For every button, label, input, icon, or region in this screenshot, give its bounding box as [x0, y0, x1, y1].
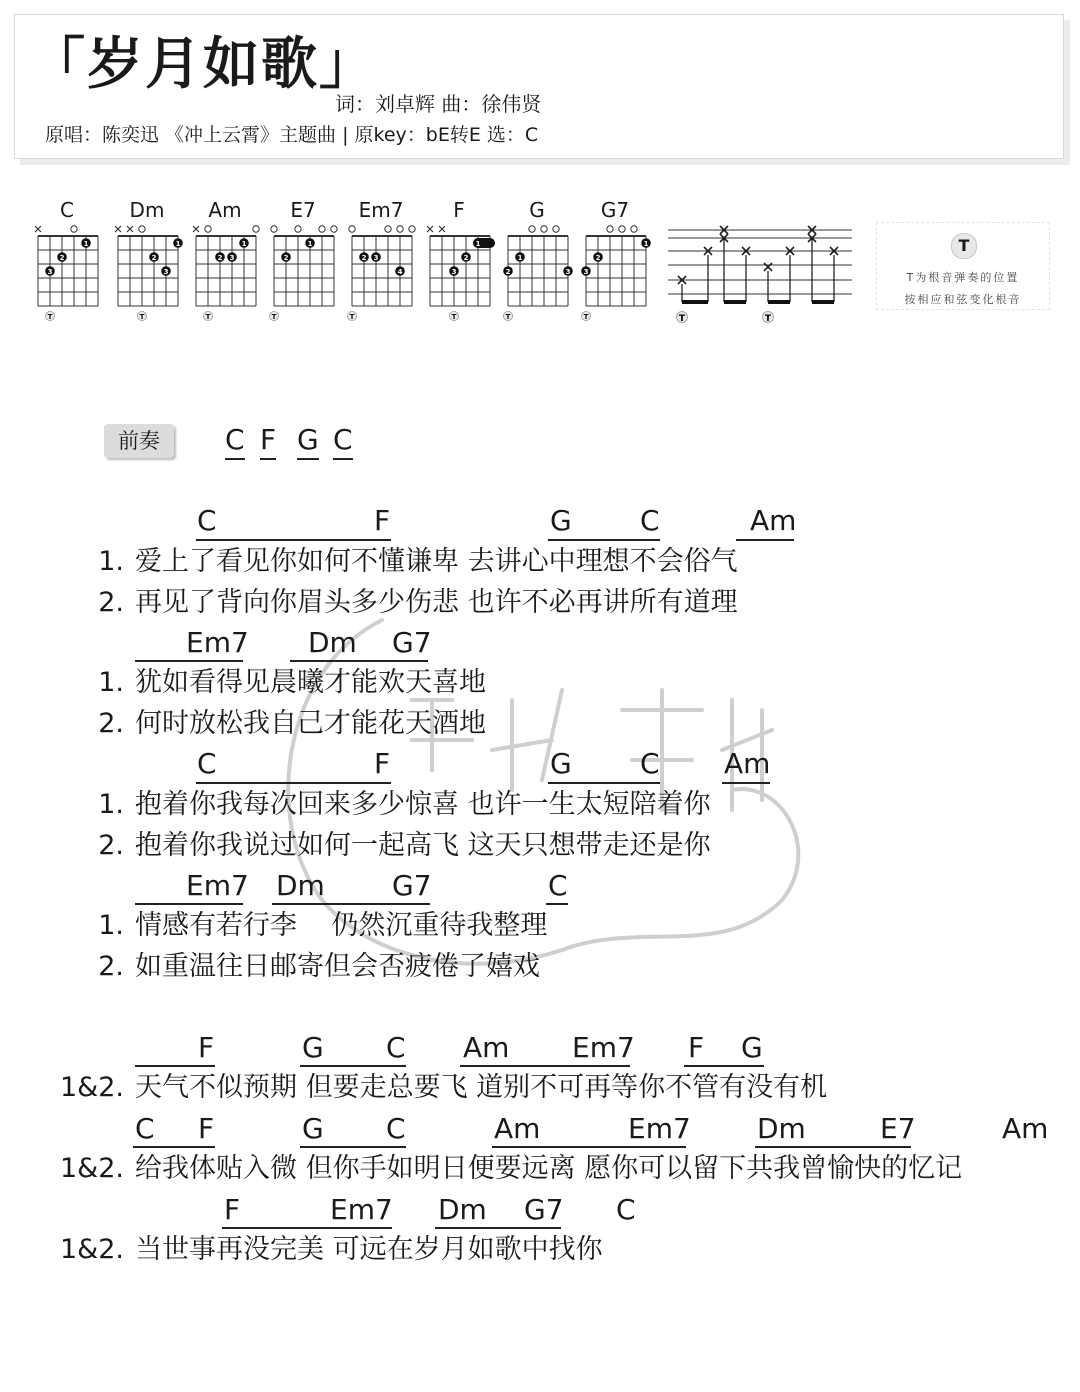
- open-string-mark: [409, 226, 415, 232]
- chord-underline: [722, 782, 770, 784]
- legend-line-2: 按相应和弦变化根音: [904, 293, 1022, 306]
- chord-label: C: [135, 1112, 155, 1145]
- strum-pattern-diagram: [666, 222, 856, 328]
- chord-label: Am: [494, 1112, 541, 1145]
- intro-chord: C: [333, 424, 353, 460]
- root-note-marker-label: T: [139, 313, 145, 321]
- chord-underline: [684, 1065, 764, 1067]
- open-string-mark: [385, 226, 391, 232]
- verse-number: 2.: [98, 587, 124, 618]
- chord-underline: [222, 1227, 392, 1229]
- open-string-mark: [319, 226, 325, 232]
- verse-number: 1.: [98, 667, 124, 698]
- verse-number: 1&2.: [60, 1153, 124, 1184]
- root-note-marker-label: T: [47, 313, 53, 321]
- finger-number: 3: [451, 268, 457, 276]
- chord-underline: [548, 539, 660, 541]
- verse-number: 2.: [98, 951, 124, 982]
- finger-number: 2: [595, 254, 601, 262]
- finger-number: 2: [59, 254, 65, 262]
- chord-fretboard: [32, 224, 104, 321]
- open-string-mark: [253, 226, 259, 232]
- finger-number: 2: [463, 254, 469, 262]
- chord-underline: [300, 1065, 406, 1067]
- chord-chart-g: [502, 198, 572, 321]
- open-string-mark: [553, 226, 559, 232]
- chord-label: G: [741, 1031, 763, 1064]
- chord-label: G7: [392, 869, 432, 902]
- chord-label: F: [224, 1193, 241, 1226]
- chord-fretboard: [268, 224, 340, 321]
- muted-string-mark: [427, 226, 433, 232]
- muted-string-mark: [115, 226, 121, 232]
- finger-number: 3: [229, 254, 235, 262]
- chord-label: G: [302, 1031, 324, 1064]
- chord-label: Dm: [438, 1193, 487, 1226]
- chord-chart-f: [424, 198, 494, 321]
- song-title: 「岁月如歌」: [29, 32, 377, 97]
- finger-number: 3: [373, 254, 379, 262]
- muted-string-mark: [35, 226, 41, 232]
- lyric-line: 抱着你我说过如何一起高飞 这天只想带走还是你: [135, 830, 711, 861]
- chord-fretboard: [346, 224, 418, 321]
- muted-string-mark: [439, 226, 445, 232]
- chord-fretboard: [502, 224, 574, 321]
- open-string-mark: [295, 226, 301, 232]
- verse-number: 1.: [98, 546, 124, 577]
- chord-label: Am: [463, 1031, 510, 1064]
- chord-label: E7: [880, 1112, 916, 1145]
- song-credits: 词：刘卓辉 曲：徐伟贤: [335, 92, 542, 116]
- open-string-mark: [397, 226, 403, 232]
- chord-label: Dm: [308, 626, 357, 659]
- chord-label: Em7: [572, 1031, 635, 1064]
- chord-chart-name: E7: [290, 198, 316, 222]
- intro-chord: C: [225, 424, 245, 460]
- muted-string-mark: [193, 226, 199, 232]
- chord-label: F: [198, 1031, 215, 1064]
- intro-chord: G: [297, 424, 319, 460]
- chord-label: Em7: [628, 1112, 691, 1145]
- finger-number: 1: [643, 240, 649, 248]
- chord-chart-e7: [268, 198, 338, 321]
- open-string-mark: [71, 226, 77, 232]
- chord-chart-c: [32, 198, 102, 321]
- open-string-mark: [619, 226, 625, 232]
- chord-label: Em7: [330, 1193, 393, 1226]
- verse-number: 2.: [98, 708, 124, 739]
- chord-fretboard: [190, 224, 262, 321]
- root-note-marker-label: T: [205, 313, 211, 321]
- chord-chart-name: C: [60, 198, 74, 222]
- chord-label: Em7: [186, 626, 249, 659]
- finger-number: 3: [583, 268, 589, 276]
- lyric-line: 抱着你我每次回来多少惊喜 也许一生太短陪着你: [135, 789, 711, 820]
- lyric-line: 给我体贴入微 但你手如明日便要远离 愿你可以留下共我曾愉快的忆记: [135, 1153, 963, 1184]
- chord-label: G: [302, 1112, 324, 1145]
- lyric-line: 何时放松我自己才能花天酒地: [135, 708, 486, 739]
- song-original-info: 原唱：陈奕迅 《冲上云霄》主题曲 | 原key：bE转E 选：C: [45, 124, 539, 146]
- chord-underline: [135, 903, 243, 905]
- finger-number: 4: [397, 268, 403, 276]
- open-string-mark: [331, 226, 337, 232]
- chord-underline: [300, 1146, 406, 1148]
- chord-fretboard: [424, 224, 496, 321]
- chord-label: F: [374, 504, 391, 537]
- chord-chart-name: Em7: [358, 198, 404, 222]
- chord-label: C: [616, 1193, 636, 1226]
- chord-chart-name: Dm: [129, 198, 165, 222]
- chord-chart-dm: [112, 198, 182, 321]
- open-string-mark: [541, 226, 547, 232]
- lyric-line: 犹如看得见晨曦才能欢天喜地: [135, 667, 486, 698]
- intro-label: 前奏: [104, 424, 174, 458]
- lyric-line: 如重温往日邮寄但会否疲倦了嬉戏: [135, 951, 540, 982]
- root-note-badge: T: [951, 233, 977, 259]
- chord-label: Am: [724, 747, 771, 780]
- finger-number: 3: [47, 268, 53, 276]
- verse-number: 1.: [98, 910, 124, 941]
- open-string-mark: [205, 226, 211, 232]
- chord-underline: [548, 782, 660, 784]
- finger-number: 1: [83, 240, 89, 248]
- finger-number: 1: [307, 240, 313, 248]
- chord-underline: [435, 1227, 561, 1229]
- chord-label: C: [386, 1031, 406, 1064]
- root-note-marker-label: T: [583, 313, 589, 321]
- chord-fretboard: [580, 224, 652, 321]
- lyric-line: 爱上了看见你如何不懂谦卑 去讲心中理想不会俗气: [135, 546, 738, 577]
- root-note-marker-label: T: [271, 313, 277, 321]
- chord-label: G7: [524, 1193, 564, 1226]
- chord-underline: [196, 539, 391, 541]
- chord-label: C: [386, 1112, 406, 1145]
- chord-label: F: [374, 747, 391, 780]
- open-string-mark: [529, 226, 535, 232]
- chord-label: F: [198, 1112, 215, 1145]
- chord-underline: [196, 782, 391, 784]
- chord-underline: [133, 1146, 215, 1148]
- chord-underline: [272, 903, 430, 905]
- chord-underline: [755, 1146, 911, 1148]
- open-string-mark: [271, 226, 277, 232]
- chord-label: G: [550, 747, 572, 780]
- open-string-mark: [631, 226, 637, 232]
- chord-label: C: [548, 869, 568, 902]
- muted-string-mark: [127, 226, 133, 232]
- lyric-line: 再见了背向你眉头多少伤悲 也许不必再讲所有道理: [135, 587, 738, 618]
- chord-underline: [546, 903, 568, 905]
- chord-label: Am: [1002, 1112, 1049, 1145]
- chord-label: C: [197, 747, 217, 780]
- finger-number: 2: [505, 268, 511, 276]
- verse-number: 1.: [98, 789, 124, 820]
- chord-underline: [135, 1065, 215, 1067]
- finger-number: 3: [163, 268, 169, 276]
- chord-underline: [460, 1065, 630, 1067]
- chord-label: C: [640, 747, 660, 780]
- chord-chart-g7: [580, 198, 650, 321]
- chord-label: Am: [750, 504, 797, 537]
- header-card: [14, 14, 1064, 159]
- finger-number: 1: [241, 240, 247, 248]
- chord-underline: [492, 1146, 686, 1148]
- svg-text:T: T: [678, 314, 686, 324]
- open-string-mark: [349, 226, 355, 232]
- chord-chart-name: G7: [600, 198, 630, 222]
- chord-underline: [135, 660, 243, 662]
- chord-chart-em7: [346, 198, 416, 321]
- lyric-line: 天气不似预期 但要走总要飞 道别不可再等你不管有没有机: [135, 1072, 828, 1103]
- root-note-marker-label: T: [451, 313, 457, 321]
- finger-number: 2: [217, 254, 223, 262]
- verse-number: 1&2.: [60, 1072, 124, 1103]
- verse-number: 1&2.: [60, 1234, 124, 1265]
- root-note-legend: [876, 222, 1050, 310]
- chord-chart-name: Am: [208, 198, 242, 222]
- intro-chord: F: [260, 424, 276, 460]
- chord-chart-name: F: [453, 198, 465, 222]
- finger-number: 2: [151, 254, 157, 262]
- chord-underline: [736, 539, 794, 541]
- lyric-line: 当世事再没完美 可远在岁月如歌中找你: [135, 1234, 603, 1265]
- chord-label: Em7: [186, 869, 249, 902]
- chord-label: Dm: [757, 1112, 806, 1145]
- chord-underline: [290, 660, 428, 662]
- chord-fretboard: [112, 224, 184, 321]
- open-string-mark: [607, 226, 613, 232]
- svg-text:T: T: [764, 314, 772, 324]
- chord-label: F: [688, 1031, 705, 1064]
- finger-number: 2: [361, 254, 367, 262]
- verse-number: 2.: [98, 830, 124, 861]
- chord-label: C: [197, 504, 217, 537]
- finger-number: 1: [475, 240, 481, 248]
- finger-number: 1: [175, 240, 181, 248]
- chord-label: G7: [392, 626, 432, 659]
- finger-number: 1: [517, 254, 523, 262]
- chord-label: C: [640, 504, 660, 537]
- open-string-mark: [139, 226, 145, 232]
- root-note-marker-label: T: [349, 313, 355, 321]
- chord-chart-am: [190, 198, 260, 321]
- legend-line-1: T为根音弹奏的位置: [906, 271, 1020, 284]
- chord-chart-name: G: [529, 198, 545, 222]
- finger-number: 2: [283, 254, 289, 262]
- lyric-line: 情感有若行李 仍然沉重待我整理: [135, 910, 548, 941]
- chord-label: G: [550, 504, 572, 537]
- root-note-marker-label: T: [505, 313, 511, 321]
- finger-number: 3: [565, 268, 571, 276]
- chord-label: Dm: [276, 869, 325, 902]
